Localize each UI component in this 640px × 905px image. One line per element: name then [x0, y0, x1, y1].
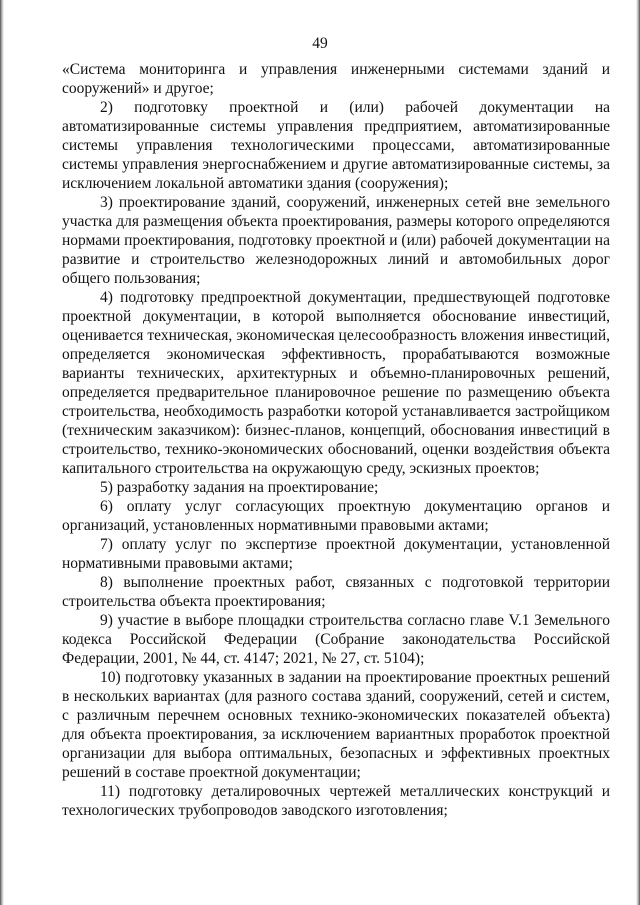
paragraph-item-5: 5) разработку задания на проектирование;	[100, 479, 379, 496]
paragraph-item-3: 3) проектирование зданий, сооружений, инженерных сетей вне земельного участка для размещения объекта проектирования, размеры которого определяются нормами проектирования, подготовку проектной и (или) рабочей документации на развитие и строительство железнодорожных линий и автомобильных дорог общего пользования;	[62, 194, 610, 287]
paragraph-item-8: 8) выполнение проектных работ, связанных с подготовкой территории строительства объекта проектирования;	[62, 574, 610, 610]
document-body	[62, 60, 610, 820]
paragraph-item-7: 7) оплату услуг по экспертизе проектной документации, установленной нормативными правовыми актами;	[62, 536, 610, 572]
paragraph-item-6: 6) оплату услуг согласующих проектную документацию органов и организаций, установленных нормативными правовыми актами;	[62, 498, 610, 534]
page-number: 49	[312, 35, 328, 52]
paragraph-item-11: 11) подготовку деталировочных чертежей металлических конструкций и технологических трубопроводов заводского изготовления;	[62, 783, 610, 819]
paragraph-item-2: 2) подготовку проектной и (или) рабочей документации на автоматизированные системы управления предприятием, автоматизированные системы управления технологическими процессами, автоматизированные системы управления энергоснабжением и другие автоматизированные системы, за исключением локальной автоматики здания (сооружения);	[62, 99, 610, 192]
paragraph-item-9: 9) участие в выборе площадки строительства согласно главе V.1 Земельного кодекса Российской Федерации (Собрание законодательства Российской Федерации, 2001, № 44, ст. 4147; 2021, № 27, ст. 5104);	[62, 612, 610, 667]
scan-edge-right	[636, 0, 640, 905]
paragraph-item-10: 10) подготовку указанных в задании на проектирование проектных решений в нескольких вариантах (для разного состава зданий, сооружений, сетей и систем, с различным перечнем основных технико-экономических показателей объекта) для объекта проектирования, за исключением вариантных проработок проектной организации для выбора оптимальных, безопасных и эффективных проектных решений в составе проектной документации;	[62, 669, 610, 781]
paragraph-continuation: «Система мониторинга и управления инженерными системами зданий и сооружений» и другое;	[62, 61, 610, 97]
scan-edge-left	[0, 0, 4, 905]
paragraph-item-4: 4) подготовку предпроектной документации, предшествующей подготовке проектной документации, в которой выполняется обоснование инвестиций, оценивается техническая, экономическая целесообразность вложения инвестиций, определяется экономическая эффективность, прорабатываются возможные варианты технических, архитектурных и объемно-планировочных решений, определяется предварительное планировочное решение по размещению объекта строительства, необходимость разработки которой устанавливается застройщиком (техническим заказчиком): бизнес-планов, концепций, обоснования инвестиций в строительство, технико-экономических обоснований, оценки воздействия объекта капитального строительства на окружающую среду, эскизных проектов;	[62, 289, 610, 477]
